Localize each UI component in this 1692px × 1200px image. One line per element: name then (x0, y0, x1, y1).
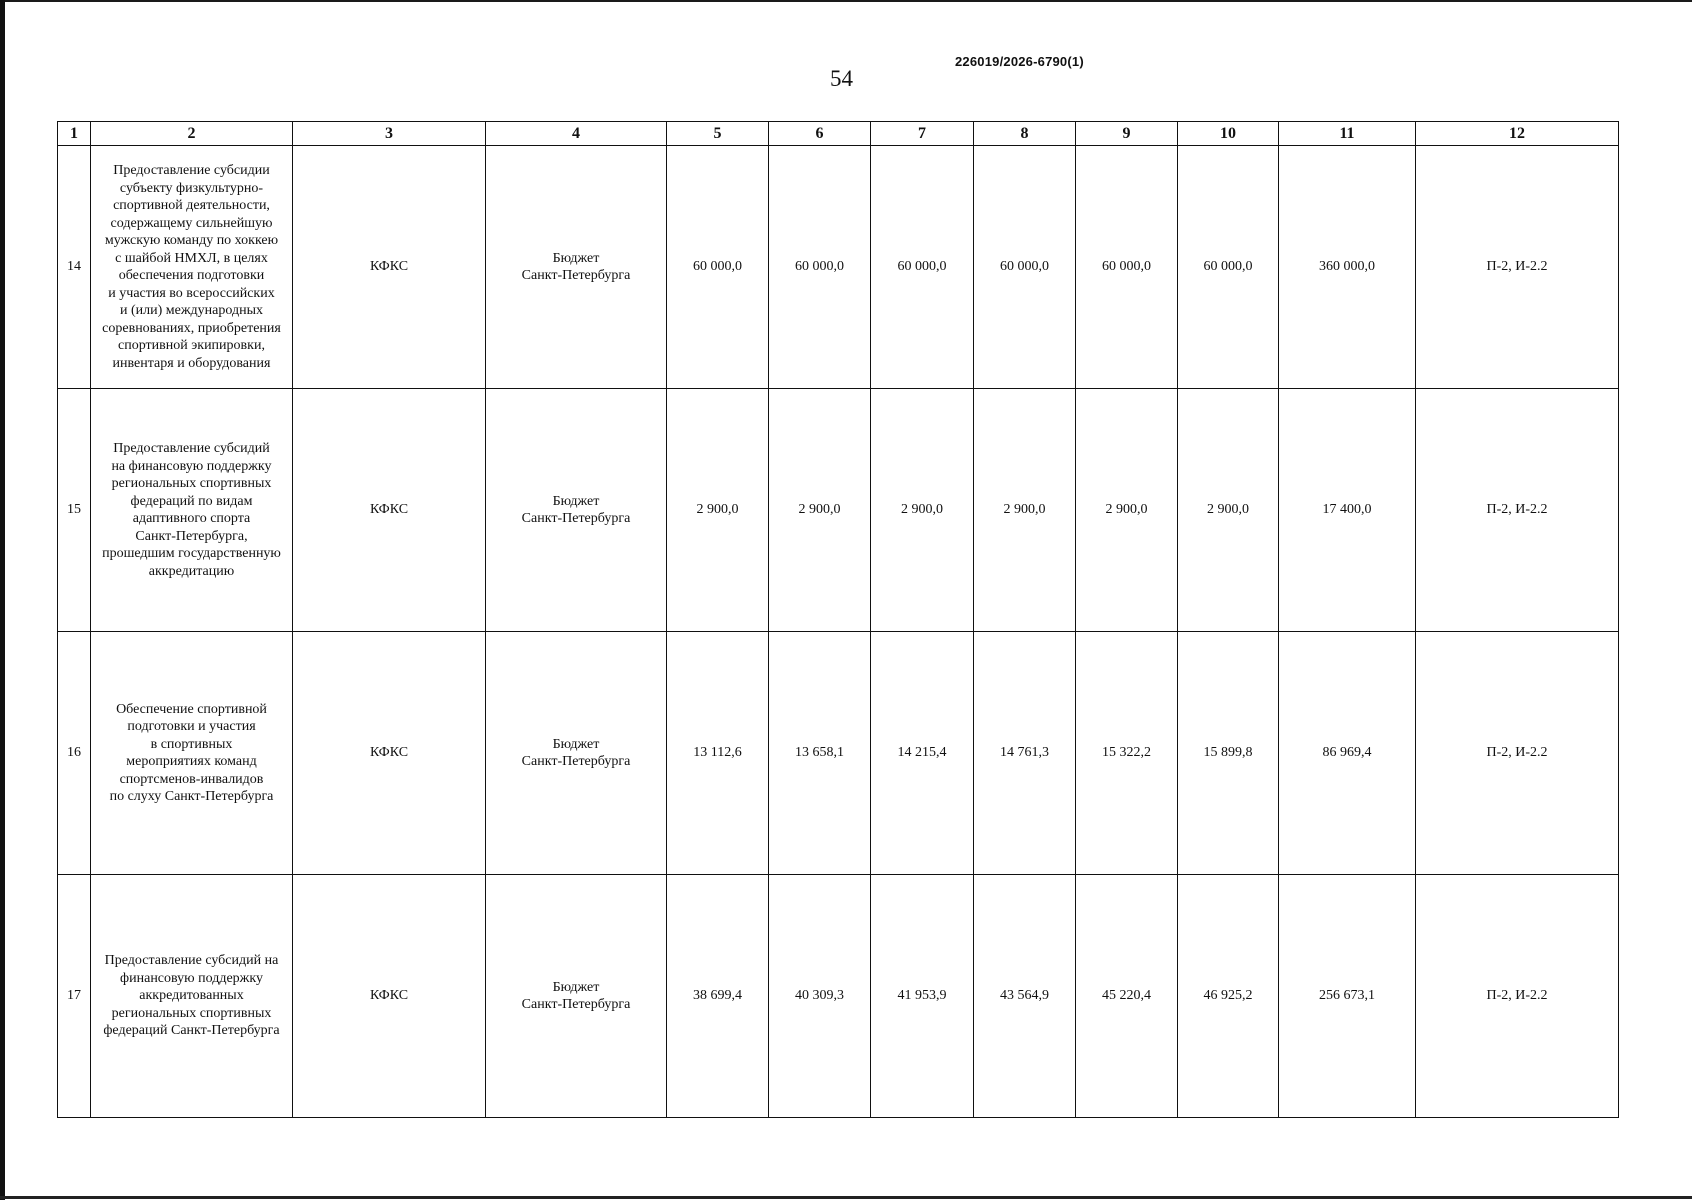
amount-cell: 2 900,0 (769, 389, 871, 632)
funding-source: Бюджет Санкт-Петербурга (486, 632, 667, 875)
total-amount: 360 000,0 (1279, 146, 1416, 389)
total-amount: 256 673,1 (1279, 875, 1416, 1118)
amount-cell: 2 900,0 (871, 389, 974, 632)
amount-cell: 43 564,9 (974, 875, 1076, 1118)
table-row (58, 146, 1619, 389)
amount-cell: 2 900,0 (974, 389, 1076, 632)
column-header: 3 (293, 122, 486, 146)
document-id: 226019/2026-6790(1) (955, 54, 1084, 69)
amount-cell: 41 953,9 (871, 875, 974, 1118)
column-number-row (58, 122, 1619, 146)
table-row (58, 632, 1619, 875)
amount-cell: 45 220,4 (1076, 875, 1178, 1118)
column-header: 6 (769, 122, 871, 146)
column-header: 1 (58, 122, 91, 146)
measure-description: Предоставление субсидии субъекту физкультурно- спортивной деятельности, содержащему сильнейшую мужскую команду по хоккею с шайбой НМХЛ, в целях обеспечения подготовки и участия во всероссийских и (или) международных соревнованиях, приобретения спортивной экипировки, инвентаря и оборудования (91, 146, 293, 389)
amount-cell: 15 322,2 (1076, 632, 1178, 875)
table-row (58, 389, 1619, 632)
column-header: 5 (667, 122, 769, 146)
amount-cell: 2 900,0 (1076, 389, 1178, 632)
row-number: 16 (58, 632, 91, 875)
amount-cell: 13 658,1 (769, 632, 871, 875)
amount-cell: 38 699,4 (667, 875, 769, 1118)
indicator-code: П-2, И-2.2 (1416, 875, 1619, 1118)
amount-cell: 2 900,0 (1178, 389, 1279, 632)
amount-cell: 60 000,0 (1178, 146, 1279, 389)
executor: КФКС (293, 632, 486, 875)
measure-description: Предоставление субсидий на финансовую поддержку региональных спортивных федераций по видам адаптивного спорта Санкт-Петербурга, прошедшим государственную аккредитацию (91, 389, 293, 632)
measure-description: Предоставление субсидий на финансовую поддержку аккредитованных региональных спортивных федераций Санкт-Петербурга (91, 875, 293, 1118)
executor: КФКС (293, 146, 486, 389)
amount-cell: 60 000,0 (769, 146, 871, 389)
funding-source: Бюджет Санкт-Петербурга (486, 875, 667, 1118)
column-header: 2 (91, 122, 293, 146)
scan-edge-left (0, 0, 5, 1200)
row-number: 17 (58, 875, 91, 1118)
amount-cell: 14 761,3 (974, 632, 1076, 875)
amount-cell: 13 112,6 (667, 632, 769, 875)
total-amount: 86 969,4 (1279, 632, 1416, 875)
amount-cell: 46 925,2 (1178, 875, 1279, 1118)
measure-description: Обеспечение спортивной подготовки и участия в спортивных мероприятиях команд спортсменов-инвалидов по слуху Санкт-Петербурга (91, 632, 293, 875)
row-number: 14 (58, 146, 91, 389)
amount-cell: 60 000,0 (1076, 146, 1178, 389)
amount-cell: 60 000,0 (974, 146, 1076, 389)
indicator-code: П-2, И-2.2 (1416, 389, 1619, 632)
program-table (57, 121, 1619, 1118)
executor: КФКС (293, 875, 486, 1118)
scan-edge-bottom (0, 1196, 1692, 1199)
column-header: 7 (871, 122, 974, 146)
column-header: 4 (486, 122, 667, 146)
page-number: 54 (830, 66, 853, 91)
column-header: 8 (974, 122, 1076, 146)
table-row (58, 875, 1619, 1118)
indicator-code: П-2, И-2.2 (1416, 632, 1619, 875)
amount-cell: 14 215,4 (871, 632, 974, 875)
column-header: 12 (1416, 122, 1619, 146)
column-header: 9 (1076, 122, 1178, 146)
amount-cell: 40 309,3 (769, 875, 871, 1118)
column-header: 11 (1279, 122, 1416, 146)
amount-cell: 60 000,0 (667, 146, 769, 389)
scan-edge-top (0, 0, 1692, 2)
column-header: 10 (1178, 122, 1279, 146)
amount-cell: 15 899,8 (1178, 632, 1279, 875)
indicator-code: П-2, И-2.2 (1416, 146, 1619, 389)
amount-cell: 60 000,0 (871, 146, 974, 389)
funding-source: Бюджет Санкт-Петербурга (486, 389, 667, 632)
amount-cell: 2 900,0 (667, 389, 769, 632)
total-amount: 17 400,0 (1279, 389, 1416, 632)
executor: КФКС (293, 389, 486, 632)
funding-source: Бюджет Санкт-Петербурга (486, 146, 667, 389)
row-number: 15 (58, 389, 91, 632)
